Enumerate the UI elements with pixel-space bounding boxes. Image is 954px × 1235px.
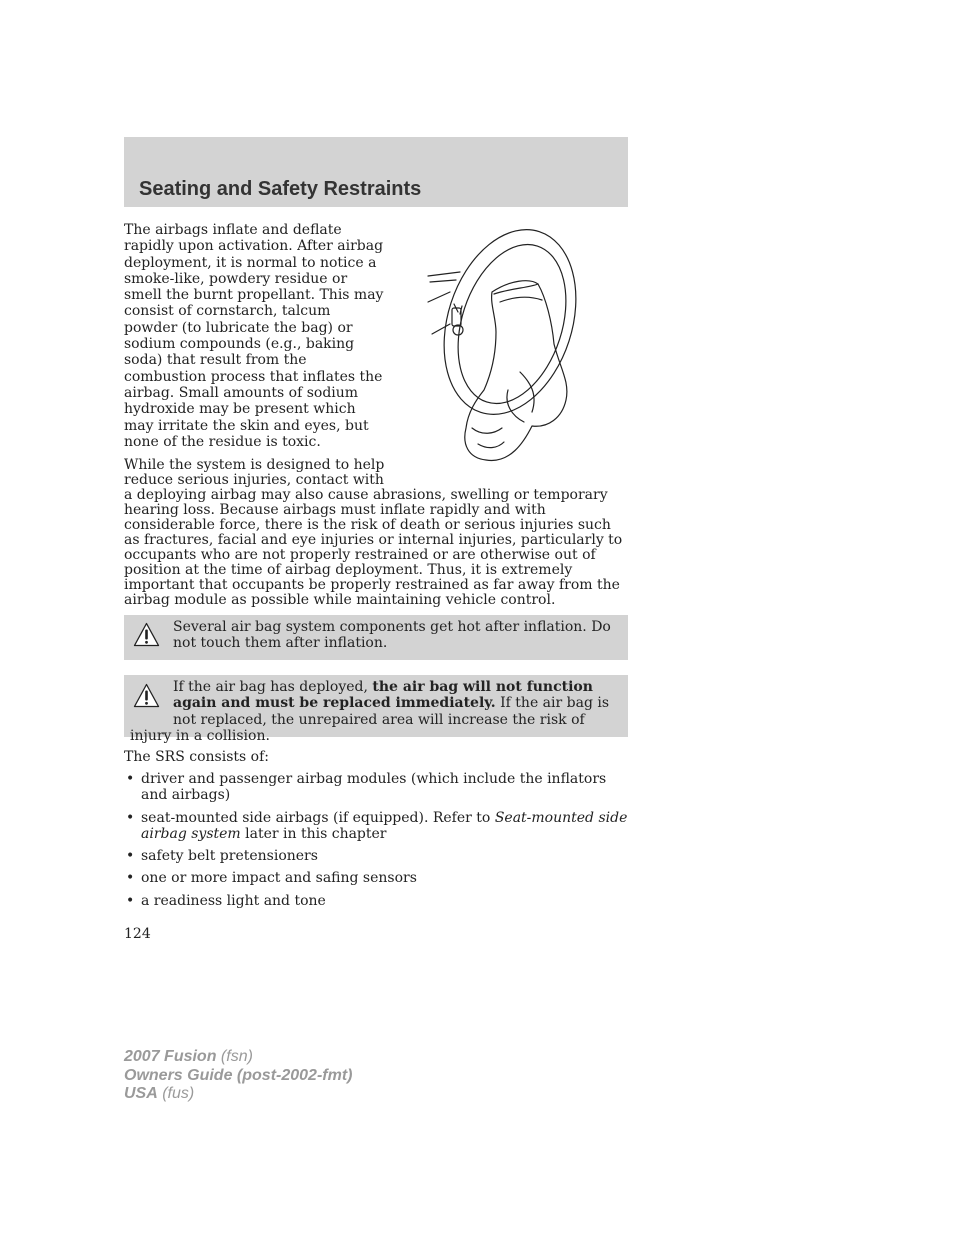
list-item: [124, 848, 628, 864]
injury-paragraph-rest: a deploying airbag may also cause abrasions, swelling or temporary hearing loss. Because airbags must inflate rapidly and with considerable force, there is the risk of death or serious injuries such as fractures, facial and eye injuries or internal injuries, particularly to occupants who are not properly restrained or are otherwise out of position at the time of airbag deployment. Thus, it is extremely important that occupants be properly restrained as far away from the airbag module as possible while maintaining vehicle control.: [124, 487, 623, 608]
footer-guide: Owners Guide (post-2002-fmt): [124, 1066, 353, 1084]
list-item: [124, 870, 628, 886]
warning-box-replace-airbag: [124, 675, 628, 744]
cross-reference: Seat-mounted side airbag system: [141, 809, 628, 842]
bullet: •: [126, 870, 135, 887]
bullet: •: [126, 848, 135, 865]
warning-text-hot-components: Several air bag system components get hot after inflation. Do not touch them after inflation.: [173, 619, 611, 652]
list-item: [124, 810, 628, 843]
section-title: Seating and Safety Restraints: [139, 178, 422, 200]
page-number: 124: [124, 926, 151, 942]
bullet: •: [126, 809, 135, 826]
footer-market-code: (fus): [157, 1085, 195, 1102]
srs-intro: The SRS consists of:: [124, 749, 269, 765]
footer-model-code: (fsn): [216, 1048, 253, 1065]
bullet: •: [126, 771, 135, 787]
footer-market: USA: [124, 1085, 158, 1102]
warning-text-post: If the air bag is not replaced, the unrepaired area will increase the risk of injury in a collision.: [130, 695, 610, 744]
intro-paragraph: The airbags inflate and deflate rapidly upon activation. After airbag deployment, it is normal to notice a smoke-like, powdery residue or smell the burnt propellant. This may consist of cornstarch, talcum powder (to lubricate the bag) or sodium compounds (e.g., baking soda) that result from the combustion process that inflates the airbag. Small amounts of sodium hydroxide may be present which may irritate the skin and eyes, but none of the residue is toxic.: [124, 222, 384, 450]
srs-component-list: [124, 771, 628, 915]
document-footer: [124, 1048, 352, 1104]
list-item-text: seat-mounted side airbags (if equipped). Refer to: [141, 809, 495, 826]
injury-paragraph: [124, 458, 628, 608]
warning-triangle-icon: [133, 622, 160, 647]
warning-text-bold: the air bag will not function again and must be replaced immediately.: [173, 679, 593, 712]
list-item-text: later in this chapter: [240, 825, 387, 842]
steering-wheel-airbag-icon: [420, 222, 580, 472]
warning-box-hot-components: [124, 615, 628, 660]
list-item-text: a readiness light and tone: [141, 892, 326, 909]
warning-text-replace-airbag: [130, 679, 622, 744]
list-item: [124, 771, 628, 804]
footer-line-guide: [124, 1067, 352, 1086]
list-item: [124, 893, 628, 909]
footer-line-market: [124, 1085, 352, 1104]
list-item-text: safety belt pretensioners: [141, 848, 318, 865]
warning-text-pre: If the air bag has deployed,: [173, 679, 373, 695]
airbag-illustration: [420, 222, 580, 472]
warning-triangle-icon: [133, 683, 160, 708]
list-item-text: driver and passenger airbag modules (which include the inflators and airbags): [141, 771, 607, 804]
footer-line-model: [124, 1048, 352, 1067]
section-header: [124, 137, 628, 207]
list-item-text: one or more impact and safing sensors: [141, 870, 417, 887]
injury-paragraph-lead: While the system is designed to help reduce serious injuries, contact with: [124, 457, 385, 488]
footer-model: 2007 Fusion: [124, 1048, 217, 1065]
bullet: •: [126, 892, 135, 909]
